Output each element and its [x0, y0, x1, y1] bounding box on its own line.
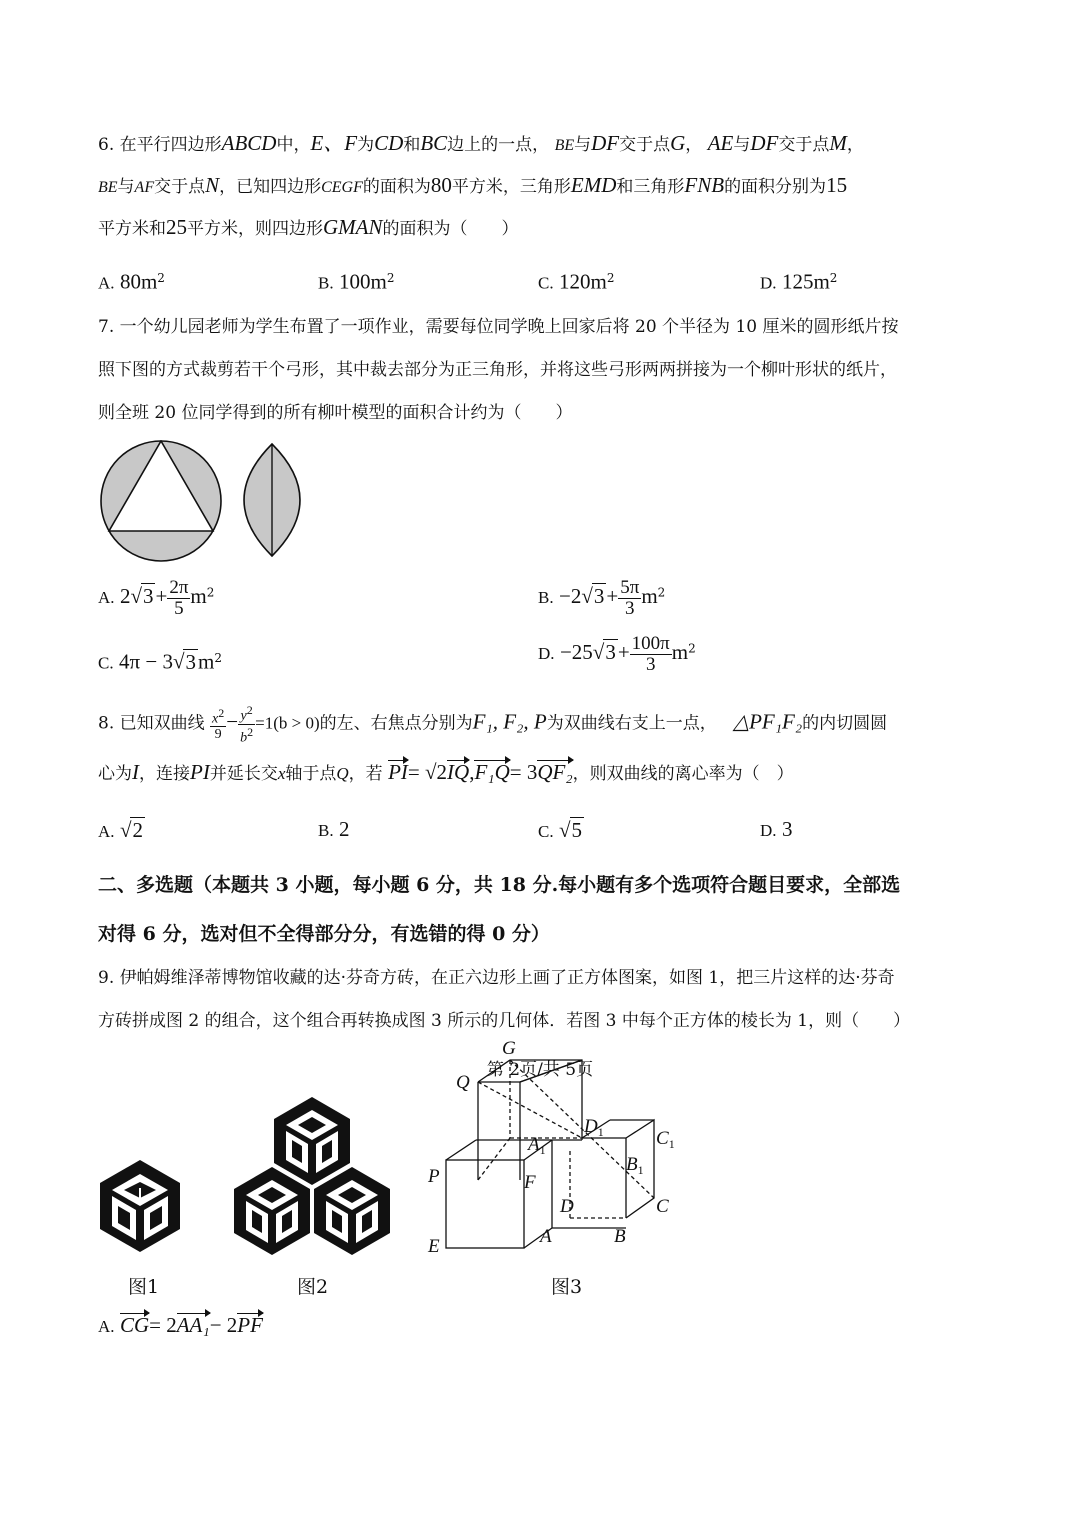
q9-option-a[interactable]: A. CG= 2AA₁− 2PF: [98, 1313, 263, 1337]
q7-line-1: 7. 一个幼儿园老师为学生布置了一项作业，需要每位同学晚上回家后将 20 个半径为 10 厘米的圆形纸片按: [98, 317, 899, 337]
tile-right: [314, 1167, 390, 1255]
q6-option-d[interactable]: D. $125m^2$: [760, 269, 838, 294]
label-e: E: [428, 1236, 440, 1257]
section-2-heading-line-1: 二、多选题（本题共 3 小题，每小题 6 分，共 18 分.每小题有多个选项符合题目要求，全部选: [98, 874, 901, 896]
figure-1-tile: [98, 1158, 183, 1254]
label-q: Q: [456, 1072, 470, 1093]
q8-line-2: 心为I，连接PI并延长交x轴于点Q，若 PI= √2IQ,F₁Q= 3QF₂，则双曲线的离心率为（ ）: [98, 760, 794, 784]
q6-line-1: 6. 在平行四边形ABCD中，E、F为CD和BC边上的一点， BE与DF交于点G， AE与DF交于点M，: [98, 131, 864, 155]
q6-option-a[interactable]: A. $80m^2$: [98, 269, 165, 294]
q6-option-b[interactable]: B. $100m^2$: [318, 269, 395, 294]
q7-option-a[interactable]: A. 2√3+ $\frac{2\pi}{5}$ $m^2$: [98, 577, 215, 619]
label-b: B: [614, 1226, 626, 1247]
q6-option-c[interactable]: C. $120m^2$: [538, 269, 615, 294]
q7-line-3: 则全班 20 位同学得到的所有柳叶模型的面积合计约为（ ）: [98, 403, 573, 423]
caption-figure-1: 图1: [128, 1276, 160, 1298]
tile-top: [274, 1097, 350, 1185]
label-f: F: [524, 1172, 536, 1193]
q7-option-c[interactable]: C. $4\pi - 3√3m^2$: [98, 649, 222, 674]
q7-figure: [95, 440, 310, 565]
q8-option-b[interactable]: B. 2: [318, 817, 350, 841]
q9-line-2: 方砖拼成图 2 的组合，这个组合再转换成图 3 所示的几何体．若图 3 中每个正方体的棱长为 1，则（ ）: [98, 1011, 911, 1031]
q7-line-2: 照下图的方式裁剪若干个弓形，其中裁去部分为正三角形，并将这些弓形两两拼接为一个柳叶形状的纸片，: [98, 360, 897, 380]
label-d1: $D_1$: [584, 1116, 604, 1139]
q6-line-3: 平方米和25平方米，则四边形GMAN的面积为（ ）: [98, 215, 519, 239]
q7-option-d[interactable]: D. −25√3+ $\frac{100\pi}{3}$ $m^2$: [538, 633, 696, 675]
q6-line-2: BE与AF交于点N，已知四边形CEGF的面积为80平方米，三角形EMD和三角形FNB的面积分别为15: [98, 173, 848, 197]
label-b1: $B_1$: [626, 1154, 644, 1177]
label-a1: $A_1$: [528, 1134, 546, 1157]
tile-left: [234, 1167, 310, 1255]
caption-figure-3: 图3: [551, 1276, 583, 1298]
page-footer: 第 2页/共 5页: [486, 1060, 594, 1080]
figure-2-tiles: [230, 1095, 400, 1265]
q8-option-a[interactable]: A. √2: [98, 818, 143, 842]
label-a: A: [540, 1226, 552, 1247]
label-c1: $C_1$: [656, 1128, 675, 1151]
q9-line-1: 9. 伊帕姆维泽蒂博物馆收藏的达·芬奇方砖，在正六边形上画了正方体图案，如图 1，把三片这样的达·芬奇: [98, 968, 895, 988]
q8-line-1: 8. 已知双曲线 $\frac{x^2}{9}$ − $\frac{y^2}{b^2}$ =1(b > 0)的左、右焦点分别为F₁, F₂, P为双曲线右支上一点， △PF₁F₂的内切圆圆: [98, 703, 888, 746]
q8-option-c[interactable]: C. √5: [538, 818, 583, 842]
q7-option-b[interactable]: B. −2√3+ $\frac{5\pi}{3}$ $m^2$: [538, 577, 666, 619]
label-c: C: [656, 1196, 669, 1217]
q8-option-d[interactable]: D. 3: [760, 817, 793, 841]
label-d: D: [560, 1196, 574, 1217]
label-p: P: [428, 1166, 440, 1187]
label-g: G: [502, 1040, 516, 1059]
caption-figure-2: 图2: [297, 1276, 329, 1298]
section-2-heading-line-2: 对得 6 分，选对但不全得部分分，有选错的得 0 分）: [98, 923, 550, 945]
